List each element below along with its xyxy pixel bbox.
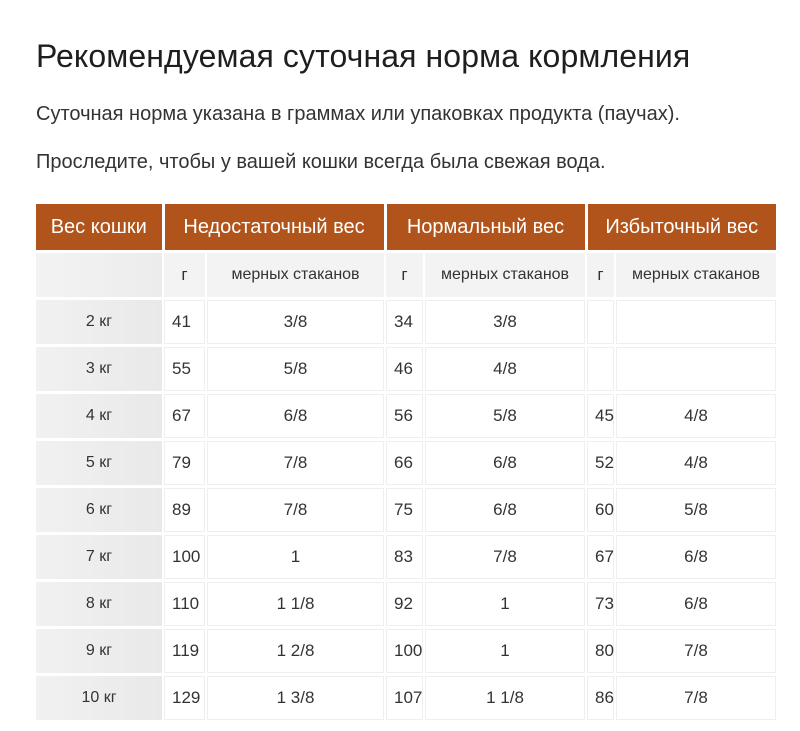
normal-grams: 92 (385, 581, 424, 628)
units-corner (36, 252, 163, 299)
units-row (36, 252, 776, 299)
normal-grams: 75 (385, 487, 424, 534)
normal-grams: 66 (385, 440, 424, 487)
over-grams: 60 (586, 487, 615, 534)
under-grams: 110 (163, 581, 206, 628)
under-grams: 41 (163, 299, 206, 346)
over-grams (586, 346, 615, 393)
page-title: Рекомендуемая суточная норма кормления (36, 38, 691, 74)
under-cups: 1 (206, 534, 385, 581)
row-weight: 8 кг (36, 581, 163, 628)
normal-cups: 5/8 (424, 393, 586, 440)
under-grams: 100 (163, 534, 206, 581)
table-row (36, 299, 776, 346)
table-row (36, 440, 776, 487)
table-row (36, 628, 776, 675)
over-cups: 4/8 (615, 393, 776, 440)
normal-cups: 1 1/8 (424, 675, 586, 721)
under-grams: 129 (163, 675, 206, 721)
over-cups: 6/8 (615, 581, 776, 628)
normal-grams: 100 (385, 628, 424, 675)
table-row (36, 346, 776, 393)
row-weight: 5 кг (36, 440, 163, 487)
row-weight: 2 кг (36, 299, 163, 346)
row-weight: 3 кг (36, 346, 163, 393)
unit-gram-over: г (586, 252, 615, 299)
row-weight: 4 кг (36, 393, 163, 440)
intro-text-portion: Суточная норма указана в граммах или упаковках продукта (паучах). (36, 103, 680, 125)
unit-cups-under: мерных стаканов (206, 252, 385, 299)
over-grams: 45 (586, 393, 615, 440)
feeding-table (36, 204, 776, 720)
row-weight: 6 кг (36, 487, 163, 534)
table-row (36, 487, 776, 534)
table-header-row (36, 204, 776, 252)
under-grams: 67 (163, 393, 206, 440)
normal-cups: 4/8 (424, 346, 586, 393)
unit-cups-normal: мерных стаканов (424, 252, 586, 299)
table-row (36, 393, 776, 440)
intro-text-water: Проследите, чтобы у вашей кошки всегда была свежая вода. (36, 151, 606, 173)
normal-cups: 6/8 (424, 487, 586, 534)
over-grams: 86 (586, 675, 615, 721)
row-weight: 7 кг (36, 534, 163, 581)
over-grams: 52 (586, 440, 615, 487)
normal-grams: 46 (385, 346, 424, 393)
normal-grams: 56 (385, 393, 424, 440)
row-weight: 10 кг (36, 675, 163, 721)
normal-grams: 34 (385, 299, 424, 346)
under-cups: 6/8 (206, 393, 385, 440)
over-cups: 7/8 (615, 675, 776, 721)
under-cups: 7/8 (206, 440, 385, 487)
table-row (36, 581, 776, 628)
row-weight: 9 кг (36, 628, 163, 675)
over-cups: 4/8 (615, 440, 776, 487)
over-grams: 67 (586, 534, 615, 581)
header-overweight: Избыточный вес (586, 204, 776, 252)
over-grams (586, 299, 615, 346)
over-cups: 7/8 (615, 628, 776, 675)
header-normal-weight: Нормальный вес (385, 204, 586, 252)
under-cups: 5/8 (206, 346, 385, 393)
unit-gram-under: г (163, 252, 206, 299)
normal-cups: 3/8 (424, 299, 586, 346)
over-grams: 80 (586, 628, 615, 675)
under-cups: 7/8 (206, 487, 385, 534)
table-row (36, 534, 776, 581)
under-grams: 89 (163, 487, 206, 534)
normal-grams: 83 (385, 534, 424, 581)
table-row (36, 675, 776, 721)
normal-cups: 6/8 (424, 440, 586, 487)
under-cups: 1 2/8 (206, 628, 385, 675)
under-grams: 79 (163, 440, 206, 487)
over-grams: 73 (586, 581, 615, 628)
under-grams: 119 (163, 628, 206, 675)
normal-grams: 107 (385, 675, 424, 721)
under-cups: 1 3/8 (206, 675, 385, 721)
header-cat-weight: Вес кошки (36, 204, 163, 252)
normal-cups: 7/8 (424, 534, 586, 581)
over-cups (615, 346, 776, 393)
unit-gram-normal: г (385, 252, 424, 299)
over-cups (615, 299, 776, 346)
unit-cups-over: мерных стаканов (615, 252, 776, 299)
under-cups: 3/8 (206, 299, 385, 346)
normal-cups: 1 (424, 628, 586, 675)
over-cups: 6/8 (615, 534, 776, 581)
normal-cups: 1 (424, 581, 586, 628)
header-underweight: Недостаточный вес (163, 204, 385, 252)
under-grams: 55 (163, 346, 206, 393)
under-cups: 1 1/8 (206, 581, 385, 628)
over-cups: 5/8 (615, 487, 776, 534)
